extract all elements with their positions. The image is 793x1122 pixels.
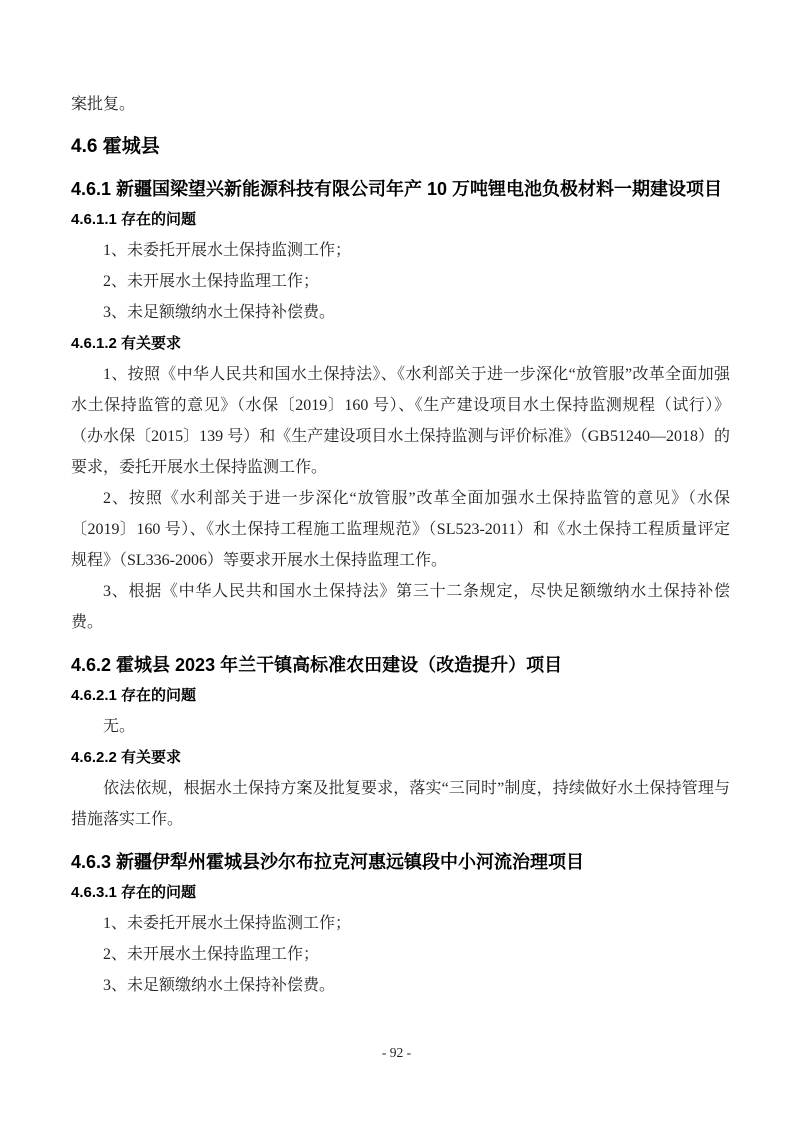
- issue-list-item: 3、未足额缴纳水土保持补偿费。: [103, 304, 336, 321]
- requirement-paragraph: 1、按照《中华人民共和国水土保持法》、《水利部关于进一步深化“放管服”改革全面加强水土保持监管的意见》（水保〔2019〕160 号）、《生产建设项目水土保持监测规程（试行）》（办水保〔2015〕139 号）和《生产建设项目水土保持监测与评价标准》（GB51240—2018）的要求，委托开展水土保持监测工作。: [71, 366, 730, 476]
- requirement-paragraph: 2、按照《水利部关于进一步深化“放管服”改革全面加强水土保持监管的意见》（水保〔2019〕160 号）、《水土保持工程施工监理规范》（SL523-2011）和《水土保持工程质量评定规程》（SL336-2006）等要求开展水土保持监理工作。: [71, 490, 730, 569]
- issue-list-item: 无。: [103, 718, 136, 735]
- issue-list-item: 1、未委托开展水土保持监测工作；: [103, 242, 352, 259]
- paragraph-continuation: 案批复。: [71, 96, 136, 113]
- subsection-heading-4-6-2-2: 4.6.2.2 有关要求: [71, 749, 182, 766]
- subsection-heading-4-6-3: 4.6.3 新疆伊犁州霍城县沙尔布拉克河惠远镇段中小河流治理项目: [71, 852, 585, 872]
- subsection-heading-4-6-2: 4.6.2 霍城县 2023 年兰干镇高标准农田建设（改造提升）项目: [71, 655, 563, 675]
- issue-list-item: 3、未足额缴纳水土保持补偿费。: [103, 977, 336, 994]
- issue-list-item: 1、未委托开展水土保持监测工作；: [103, 915, 352, 932]
- subsection-heading-4-6-1-2: 4.6.1.2 有关要求: [71, 335, 182, 352]
- page-number: - 92 -: [381, 1045, 412, 1060]
- subsection-heading-4-6-1-1: 4.6.1.1 存在的问题: [71, 211, 197, 228]
- section-heading-4-6: 4.6 霍城县: [71, 136, 160, 157]
- subsection-heading-4-6-1: 4.6.1 新疆国梁望兴新能源科技有限公司年产 10 万吨锂电池负极材料一期建设项目: [71, 179, 723, 199]
- issue-list-item: 2、未开展水土保持监理工作；: [103, 946, 320, 963]
- subsection-heading-4-6-3-1: 4.6.3.1 存在的问题: [71, 884, 197, 901]
- requirement-paragraph: 依法依规，根据水土保持方案及批复要求，落实“三同时”制度，持续做好水土保持管理与措施落实工作。: [71, 780, 730, 828]
- issue-list-item: 2、未开展水土保持监理工作；: [103, 273, 320, 290]
- subsection-heading-4-6-2-1: 4.6.2.1 存在的问题: [71, 687, 197, 704]
- requirement-paragraph: 3、根据《中华人民共和国水土保持法》第三十二条规定，尽快足额缴纳水土保持补偿费。: [71, 583, 730, 631]
- document-content: [71, 89, 730, 1001]
